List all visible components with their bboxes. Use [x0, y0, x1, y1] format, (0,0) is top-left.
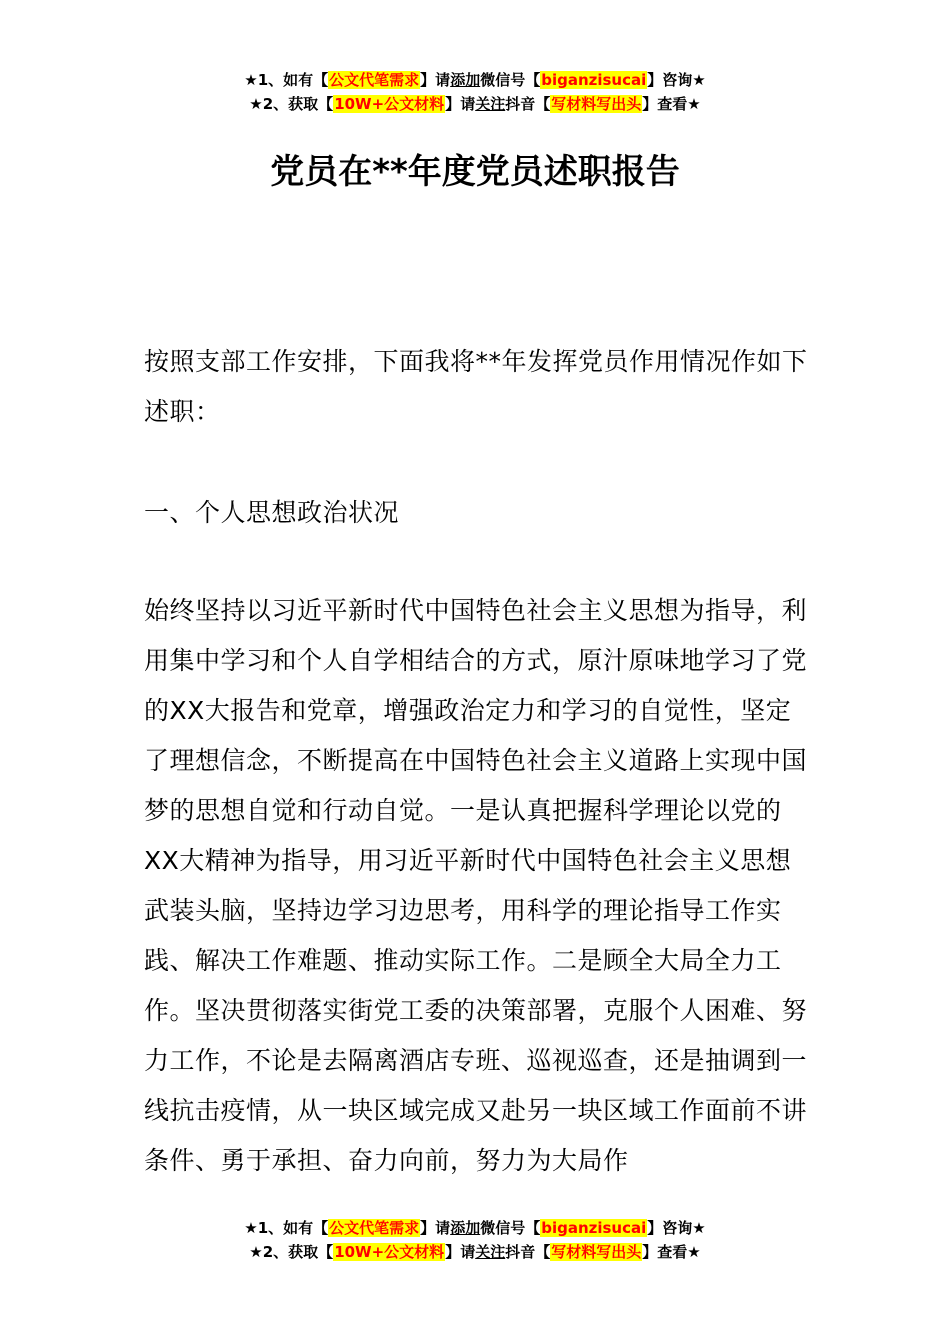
banner-text: 】请 — [445, 1243, 476, 1261]
banner-text: 】咨询★ — [647, 1219, 706, 1237]
banner-text: 】查看★ — [642, 1243, 701, 1261]
banner-text: ★1、如有【 — [244, 1219, 329, 1237]
banner-text: 】查看★ — [642, 95, 701, 113]
section-heading — [144, 488, 808, 538]
header-banner — [0, 68, 950, 116]
section-body-paragraph — [144, 586, 808, 1186]
banner-highlight: 10W+公文材料 — [334, 1243, 445, 1261]
banner-line-1 — [0, 68, 950, 92]
banner-text: ★2、获取【 — [249, 1243, 334, 1261]
footer-banner — [0, 1216, 950, 1264]
banner-highlight: 写材料写出头 — [551, 95, 642, 113]
banner-highlight: 公文代笔需求 — [329, 1219, 420, 1237]
banner-line-2 — [0, 92, 950, 116]
banner-text: 】请 — [420, 1219, 451, 1237]
section-body-text: 始终坚持以习近平新时代中国特色社会主义思想为指导，利用集中学习和个人自学相结合的方式，原汁原味地学习了党的XX大报告和党章，增强政治定力和学习的自觉性，坚定了理想信念，不断提高在中国特色社会主义道路上实现中国梦的思想自觉和行动自觉。一是认真把握科学理论以党的XX大精神为指导，用习近平新时代中国特色社会主义思想武装头脑，坚持边学习边思考，用科学的理论指导工作实践、解决工作难题、推动实际工作。二是顾全大局全力工作。坚决贯彻落实街党工委的决策部署，克服个人困难、努力工作，不论是去隔离酒店专班、巡视巡查，还是抽调到一线抗击疫情，从一块区域完成又赴另一块区域工作面前不讲条件、勇于承担、奋力向前，努力为大局作 — [144, 596, 808, 1175]
banner-emphasis: 关注 — [475, 1243, 506, 1261]
banner-line-1 — [0, 1216, 950, 1240]
banner-emphasis: 关注 — [475, 95, 506, 113]
banner-text: 抖音【 — [505, 95, 551, 113]
document-title: 党员在**年度党员述职报告 — [270, 152, 680, 192]
banner-highlight: biganzisucai — [541, 1219, 647, 1237]
banner-highlight: biganzisucai — [541, 71, 647, 89]
intro-paragraph — [144, 337, 808, 437]
banner-text: 】请 — [445, 95, 476, 113]
banner-text: ★1、如有【 — [244, 71, 329, 89]
banner-highlight: 公文代笔需求 — [329, 71, 420, 89]
banner-text: 微信号【 — [480, 1219, 541, 1237]
banner-highlight: 写材料写出头 — [551, 1243, 642, 1261]
banner-emphasis: 添加 — [450, 1219, 481, 1237]
banner-text: ★2、获取【 — [249, 95, 334, 113]
banner-highlight: 10W+公文材料 — [334, 95, 445, 113]
banner-text: 抖音【 — [505, 1243, 551, 1261]
banner-text: 】请 — [420, 71, 451, 89]
intro-text: 按照支部工作安排，下面我将**年发挥党员作用情况作如下述职： — [144, 347, 808, 426]
banner-text: 】咨询★ — [647, 71, 706, 89]
section-heading-text: 一、个人思想政治状况 — [144, 498, 400, 527]
banner-emphasis: 添加 — [450, 71, 481, 89]
banner-text: 微信号【 — [480, 71, 541, 89]
banner-line-2 — [0, 1240, 950, 1264]
